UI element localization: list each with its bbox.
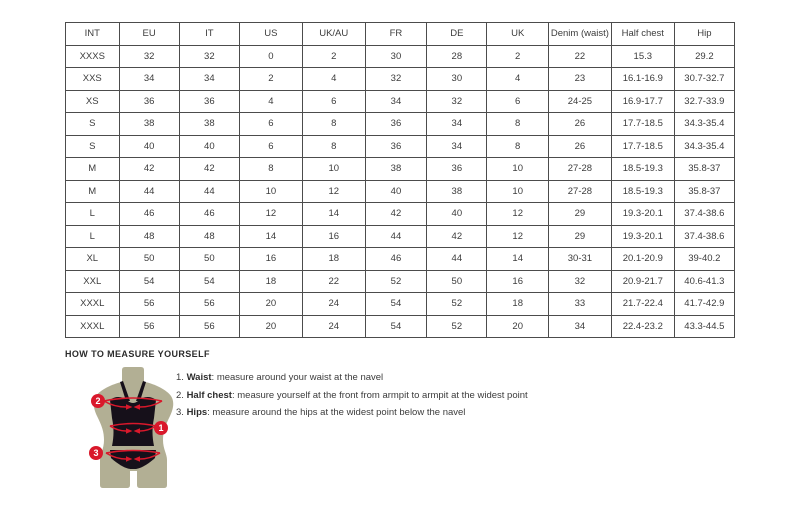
size-cell: 30-31 [548,248,611,271]
size-cell: 34 [548,315,611,338]
waist-marker-number: 1 [158,423,164,434]
size-cell: 20 [239,293,302,316]
size-cell: 17.7-18.5 [611,135,674,158]
size-cell: XXXS [66,45,120,68]
size-cell: M [66,180,120,203]
size-cell: 8 [302,135,365,158]
measure-section-title: HOW TO MEASURE YOURSELF [65,349,210,359]
size-cell: XL [66,248,120,271]
table-row [66,180,735,203]
size-cell: 10 [239,180,302,203]
size-cell: 6 [487,90,549,113]
mannequin-illustration [76,366,191,506]
size-cell: 32 [548,270,611,293]
size-cell: 34.3-35.4 [674,113,734,136]
size-cell: 36 [365,113,427,136]
size-cell: 19.3-20.1 [611,203,674,226]
size-cell: 56 [119,293,179,316]
table-row [66,45,735,68]
table-row [66,135,735,158]
size-cell: 42 [119,158,179,181]
size-cell: M [66,158,120,181]
size-cell: 8 [239,158,302,181]
size-cell: 38 [179,113,239,136]
size-cell: 34 [427,135,487,158]
size-cell: 40 [365,180,427,203]
size-cell: 22 [302,270,365,293]
size-cell: 12 [487,203,549,226]
size-cell: 37.4-38.6 [674,203,734,226]
hips-marker-number: 3 [93,448,99,459]
size-cell: 4 [487,68,549,91]
size-cell: 38 [119,113,179,136]
size-cell: 12 [487,225,549,248]
size-cell: 8 [302,113,365,136]
size-cell: 37.4-38.6 [674,225,734,248]
column-header: Half chest [611,23,674,46]
size-cell: 26 [548,113,611,136]
size-cell: 38 [427,180,487,203]
size-cell: 56 [119,315,179,338]
size-cell: 30 [365,45,427,68]
size-cell: 32 [427,90,487,113]
size-cell: 4 [302,68,365,91]
size-cell: L [66,225,120,248]
size-chart-body [66,45,735,338]
size-chart-table [65,22,735,338]
column-header: DE [427,23,487,46]
chest-marker-number: 2 [95,396,101,407]
table-row [66,225,735,248]
size-cell: 38 [365,158,427,181]
size-cell: 16 [239,248,302,271]
size-cell: 48 [179,225,239,248]
size-cell: 14 [487,248,549,271]
size-cell: 54 [365,315,427,338]
size-cell: 50 [119,248,179,271]
size-cell: 14 [239,225,302,248]
column-header: INT [66,23,120,46]
size-cell: 15.3 [611,45,674,68]
size-cell: 35.8-37 [674,158,734,181]
measure-step: 1. Waist: measure around your waist at the navel [176,372,384,383]
size-cell: 20.1-20.9 [611,248,674,271]
size-cell: 26 [548,135,611,158]
size-cell: 54 [179,270,239,293]
size-cell: 2 [487,45,549,68]
size-cell: 8 [487,135,549,158]
size-cell: 54 [119,270,179,293]
size-cell: 32.7-33.9 [674,90,734,113]
size-cell: 44 [179,180,239,203]
size-cell: 23 [548,68,611,91]
size-cell: 20.9-21.7 [611,270,674,293]
size-cell: 34.3-35.4 [674,135,734,158]
size-cell: S [66,135,120,158]
size-cell: 40 [179,135,239,158]
size-cell: S [66,113,120,136]
size-cell: 16.9-17.7 [611,90,674,113]
size-cell: 34 [427,113,487,136]
size-cell: 42 [365,203,427,226]
size-cell: 40.6-41.3 [674,270,734,293]
size-cell: 50 [427,270,487,293]
size-cell: 30 [427,68,487,91]
size-cell: 46 [365,248,427,271]
table-row [66,68,735,91]
size-cell: 6 [239,135,302,158]
size-cell: 0 [239,45,302,68]
table-row [66,248,735,271]
size-cell: 54 [365,293,427,316]
size-cell: XS [66,90,120,113]
size-cell: 22 [548,45,611,68]
size-cell: 28 [427,45,487,68]
size-cell: 22.4-23.2 [611,315,674,338]
table-row [66,90,735,113]
mannequin-figure-svg [76,366,191,506]
column-header: IT [179,23,239,46]
size-cell: 36 [179,90,239,113]
size-cell: 10 [302,158,365,181]
size-cell: 18 [239,270,302,293]
size-cell: 10 [487,180,549,203]
size-cell: 42 [427,225,487,248]
size-cell: 18 [487,293,549,316]
size-cell: 34 [119,68,179,91]
size-cell: 10 [487,158,549,181]
size-cell: 46 [179,203,239,226]
table-row [66,113,735,136]
measure-step: 3. Hips: measure around the hips at the widest point below the navel [176,407,466,418]
column-header: EU [119,23,179,46]
size-cell: 48 [119,225,179,248]
size-cell: 16 [302,225,365,248]
size-cell: 2 [239,68,302,91]
size-cell: 52 [427,293,487,316]
size-cell: 43.3-44.5 [674,315,734,338]
size-cell: 29 [548,225,611,248]
size-cell: 40 [427,203,487,226]
size-cell: XXXL [66,293,120,316]
column-header: US [239,23,302,46]
size-cell: 20 [239,315,302,338]
size-cell: 32 [179,45,239,68]
size-cell: 32 [119,45,179,68]
measure-step: 2. Half chest: measure yourself at the front from armpit to armpit at the widest point [176,389,528,401]
column-header: UK/AU [302,23,365,46]
size-cell: 8 [487,113,549,136]
size-cell: 18 [302,248,365,271]
size-cell: 36 [365,135,427,158]
size-cell: 29.2 [674,45,734,68]
size-cell: XXL [66,270,120,293]
size-cell: 12 [239,203,302,226]
table-row [66,315,735,338]
size-cell: 52 [365,270,427,293]
column-header: Denim (waist) [548,23,611,46]
size-cell: 24-25 [548,90,611,113]
size-cell: 39-40.2 [674,248,734,271]
column-header: Hip [674,23,734,46]
size-cell: 44 [427,248,487,271]
column-header: UK [487,23,549,46]
size-cell: 36 [427,158,487,181]
size-cell: 29 [548,203,611,226]
table-row [66,158,735,181]
size-cell: 20 [487,315,549,338]
size-cell: 42 [179,158,239,181]
size-cell: 44 [365,225,427,248]
size-cell: 40 [119,135,179,158]
size-cell: 6 [239,113,302,136]
size-cell: 24 [302,293,365,316]
size-cell: 50 [179,248,239,271]
size-cell: 32 [365,68,427,91]
size-cell: 34 [179,68,239,91]
column-header: FR [365,23,427,46]
table-row [66,270,735,293]
size-cell: XXXL [66,315,120,338]
table-row [66,203,735,226]
size-cell: 36 [119,90,179,113]
size-cell: 4 [239,90,302,113]
size-cell: 56 [179,293,239,316]
size-cell: 16 [487,270,549,293]
size-cell: 21.7-22.4 [611,293,674,316]
size-cell: 19.3-20.1 [611,225,674,248]
size-cell: L [66,203,120,226]
size-cell: 12 [302,180,365,203]
size-cell: 17.7-18.5 [611,113,674,136]
size-cell: 46 [119,203,179,226]
table-row [66,293,735,316]
size-cell: 24 [302,315,365,338]
size-cell: 35.8-37 [674,180,734,203]
size-cell: 18.5-19.3 [611,180,674,203]
size-cell: 27-28 [548,180,611,203]
size-cell: 6 [302,90,365,113]
size-cell: 27-28 [548,158,611,181]
size-cell: 34 [365,90,427,113]
size-cell: 16.1-16.9 [611,68,674,91]
size-cell: 52 [427,315,487,338]
header-row [66,23,735,46]
size-cell: 2 [302,45,365,68]
size-cell: 14 [302,203,365,226]
size-cell: 33 [548,293,611,316]
measure-steps [176,372,528,425]
size-cell: 30.7-32.7 [674,68,734,91]
size-cell: 44 [119,180,179,203]
size-cell: 56 [179,315,239,338]
size-cell: 41.7-42.9 [674,293,734,316]
size-cell: 18.5-19.3 [611,158,674,181]
size-cell: XXS [66,68,120,91]
